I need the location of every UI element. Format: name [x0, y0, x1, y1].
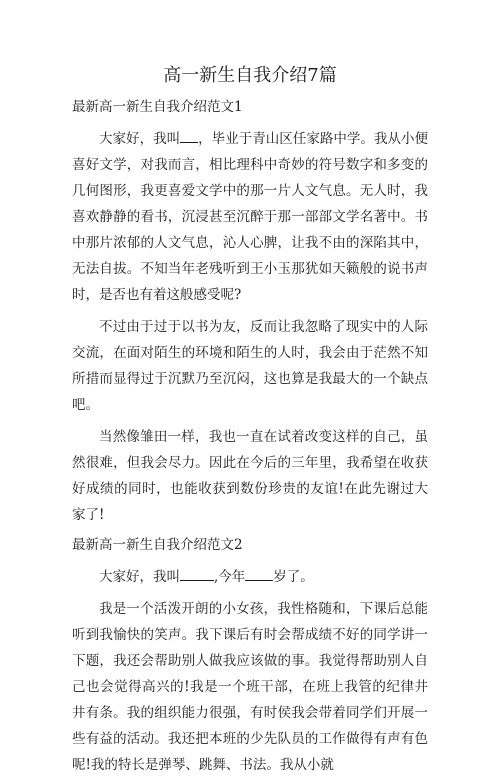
name-blank [180, 565, 214, 581]
document-title: 高一新生自我介绍7篇 [163, 65, 337, 86]
section-1-p1-after: ，毕业于青山区任家路中学。我从小便喜好文学，对我而言，相比理科中奇妙的符号数字和多变的几何图形，我更喜爱文学中的那一片人文气息。无人时，我喜欢静静的看书，沉浸甚至沉醉于那一部部文学名著中。书中那片浓郁的人文气息，沁人心脾，让我不由的深陷其中，无法自拔。不知当年老残听到王小玉那犹如天籁般的说书声时，是否也有着这般感受呢? [72, 131, 429, 303]
section-2-p1-b: ,今年 [214, 569, 246, 585]
section-1-p1-before: 大家好，我叫 [99, 131, 181, 147]
section-1-paragraph-3: 当然像雏田一样，我也一直在试着改变这样的自己，虽然很难，但我会尽力。因此在今后的三年里，我希望在收获好成绩的同时，也能收获到数份珍贵的友谊!在此先谢过大家了! [72, 429, 428, 523]
section-1-paragraph-1 [72, 126, 428, 308]
section-2-paragraph-1 [72, 564, 428, 590]
section-1-paragraph-2: 不过由于过于以书为友，反而让我忽略了现实中的人际交流，在面对陌生的环境和陌生的人时，我会由于茫然不知所措而显得过于沉默乃至沉闷，这也算是我最大的一个缺点吧。 [72, 319, 428, 413]
section-2-p1-a: 大家好，我叫 [99, 569, 180, 585]
name-blank [180, 127, 198, 143]
section-2-paragraph-2: 我是一个活泼开朗的小女孩，我性格随和，下课后总能听到我愉快的笑声。我下课后有时会帮成绩不好的同学讲一下题，我还会帮助别人做我应该做的事。我觉得帮助别人自己也会觉得高兴的!我是一个班干部，在班上我管的纪律井井有条。我的组织能力很强，有时侯我会带着同学们开展一些有益的活动。我还把本班的少先队员的工作做得有声有色呢!我的特长是弹琴、跳舞、书法。我从小就 [72, 601, 428, 773]
section-1-heading: 最新高一新生自我介绍范文1 [72, 99, 243, 115]
section-2-p1-c: 岁了。 [273, 569, 314, 585]
age-blank [245, 565, 273, 581]
section-2-heading: 最新高一新生自我介绍范文2 [72, 537, 243, 553]
